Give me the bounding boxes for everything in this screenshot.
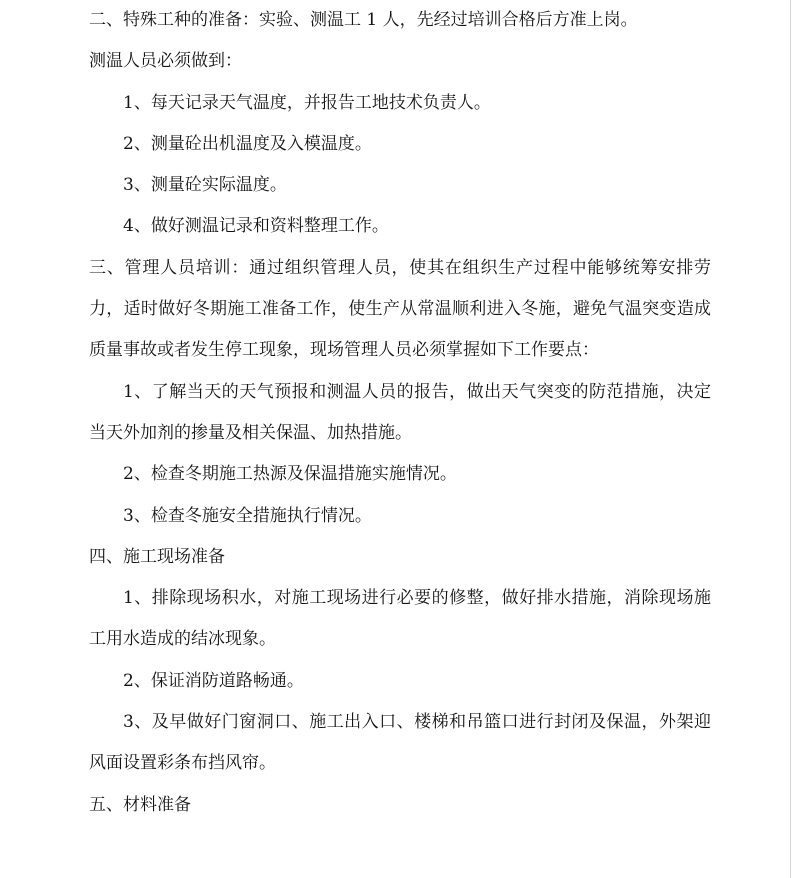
list-item: 2、保证消防道路畅通。 [123, 670, 304, 691]
list-item: 3、测量砼实际温度。 [123, 175, 287, 196]
document-body [89, 0, 711, 826]
paragraph-thermometry-staff-duties: 测温人员必须做到： [89, 51, 242, 72]
paragraph-special-trades: 二、特殊工种的准备：实验、测温工 1 人，先经过培训合格后方准上岗。 [89, 10, 638, 30]
list-item: 1、每天记录天气温度，并报告工地技术负责人。 [123, 92, 491, 113]
list-item: 4、做好测温记录和资料整理工作。 [123, 216, 389, 237]
list-item: 2、测量砼出机温度及入模温度。 [123, 133, 372, 154]
section-heading-site-preparation: 四、施工现场准备 [89, 546, 225, 567]
list-item: 3、及早做好门窗洞口、施工出入口、楼梯和吊篮口进行封闭及保温，外架迎风面设置彩条布挡风帘。 [89, 712, 711, 774]
page-edge-divider [790, 0, 791, 878]
list-item: 1、排除现场积水，对施工现场进行必要的修整，做好排水措施，消除现场施工用水造成的结冰现象。 [89, 588, 711, 650]
list-item: 3、检查冬施安全措施执行情况。 [123, 505, 372, 526]
paragraph-management-training: 三、管理人员培训：通过组织管理人员，使其在组织生产过程中能够统筹安排劳力，适时做好冬期施工准备工作，使生产从常温顺利进入冬施，避免气温突变造成质量事故或者发生停工现象，现场管理人员必须掌握如下工作要点： [89, 257, 711, 361]
list-item: 2、检查冬期施工热源及保温措施实施情况。 [123, 464, 457, 485]
list-item: 1、了解当天的天气预报和测温人员的报告，做出天气突变的防范措施，决定当天外加剂的掺量及相关保温、加热措施。 [89, 381, 711, 443]
section-heading-materials: 五、材料准备 [89, 794, 191, 815]
